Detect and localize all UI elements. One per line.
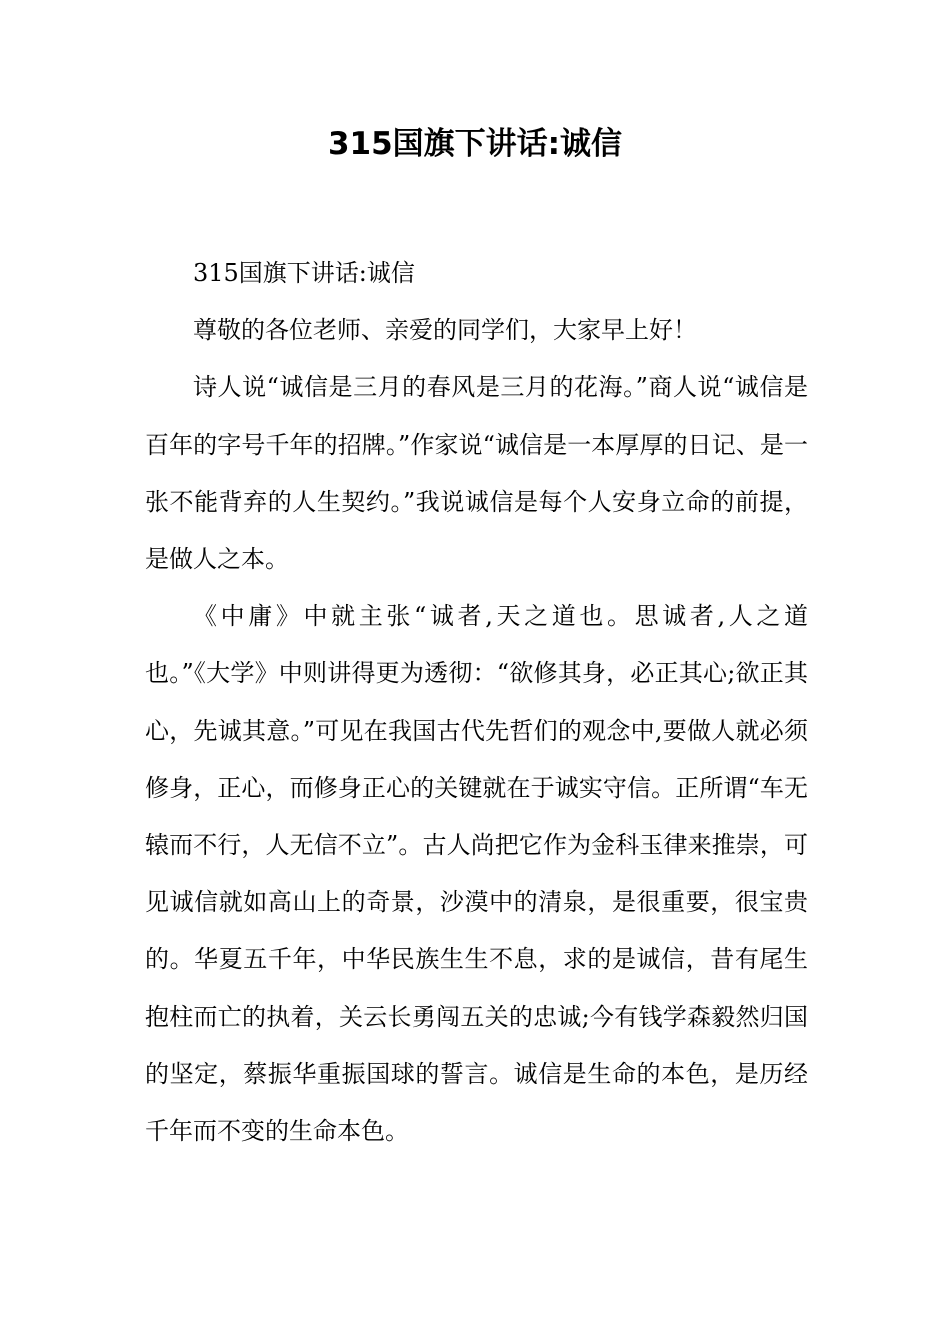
paragraph-greeting: 尊敬的各位老师、亲爱的同学们，大家早上好！ (193, 316, 697, 345)
document-body (145, 245, 808, 1160)
paragraph-zhongyong-daxue: 《中庸》中就主张“诚者,天之道也。思诚者,人之道也。”《大学》中则讲得更为透彻：“欲修其身，必正其心;欲正其心，先诚其意。”可见在我国古代先哲们的观念中,要做人就必须修身，正心，而修身正心的关键就在于诚实守信。正所谓“车无辕而不行，人无信不立”。古人尚把它作为金科玉律来推崇，可见诚信就如高山上的奇景，沙漠中的清泉，是很重要，很宝贵的。华夏五千年，中华民族生生不息，求的是诚信，昔有尾生抱柱而亡的执着，关云长勇闯五关的忠诚;今有钱学森毅然归国的坚定，蔡振华重振国球的誓言。诚信是生命的本色，是历经千年而不变的生命本色。 (145, 602, 808, 1146)
document-title: 315国旗下讲话:诚信 (327, 126, 623, 162)
paragraph-subtitle: 315国旗下讲话:诚信 (193, 259, 415, 287)
paragraph-poet-merchant-writer: 诗人说“诚信是三月的春风是三月的花海。”商人说“诚信是百年的字号千年的招牌。”作家说“诚信是一本厚厚的日记、是一张不能背弃的人生契约。”我说诚信是每个人安身立命的前提，是做人之本。 (145, 373, 808, 574)
